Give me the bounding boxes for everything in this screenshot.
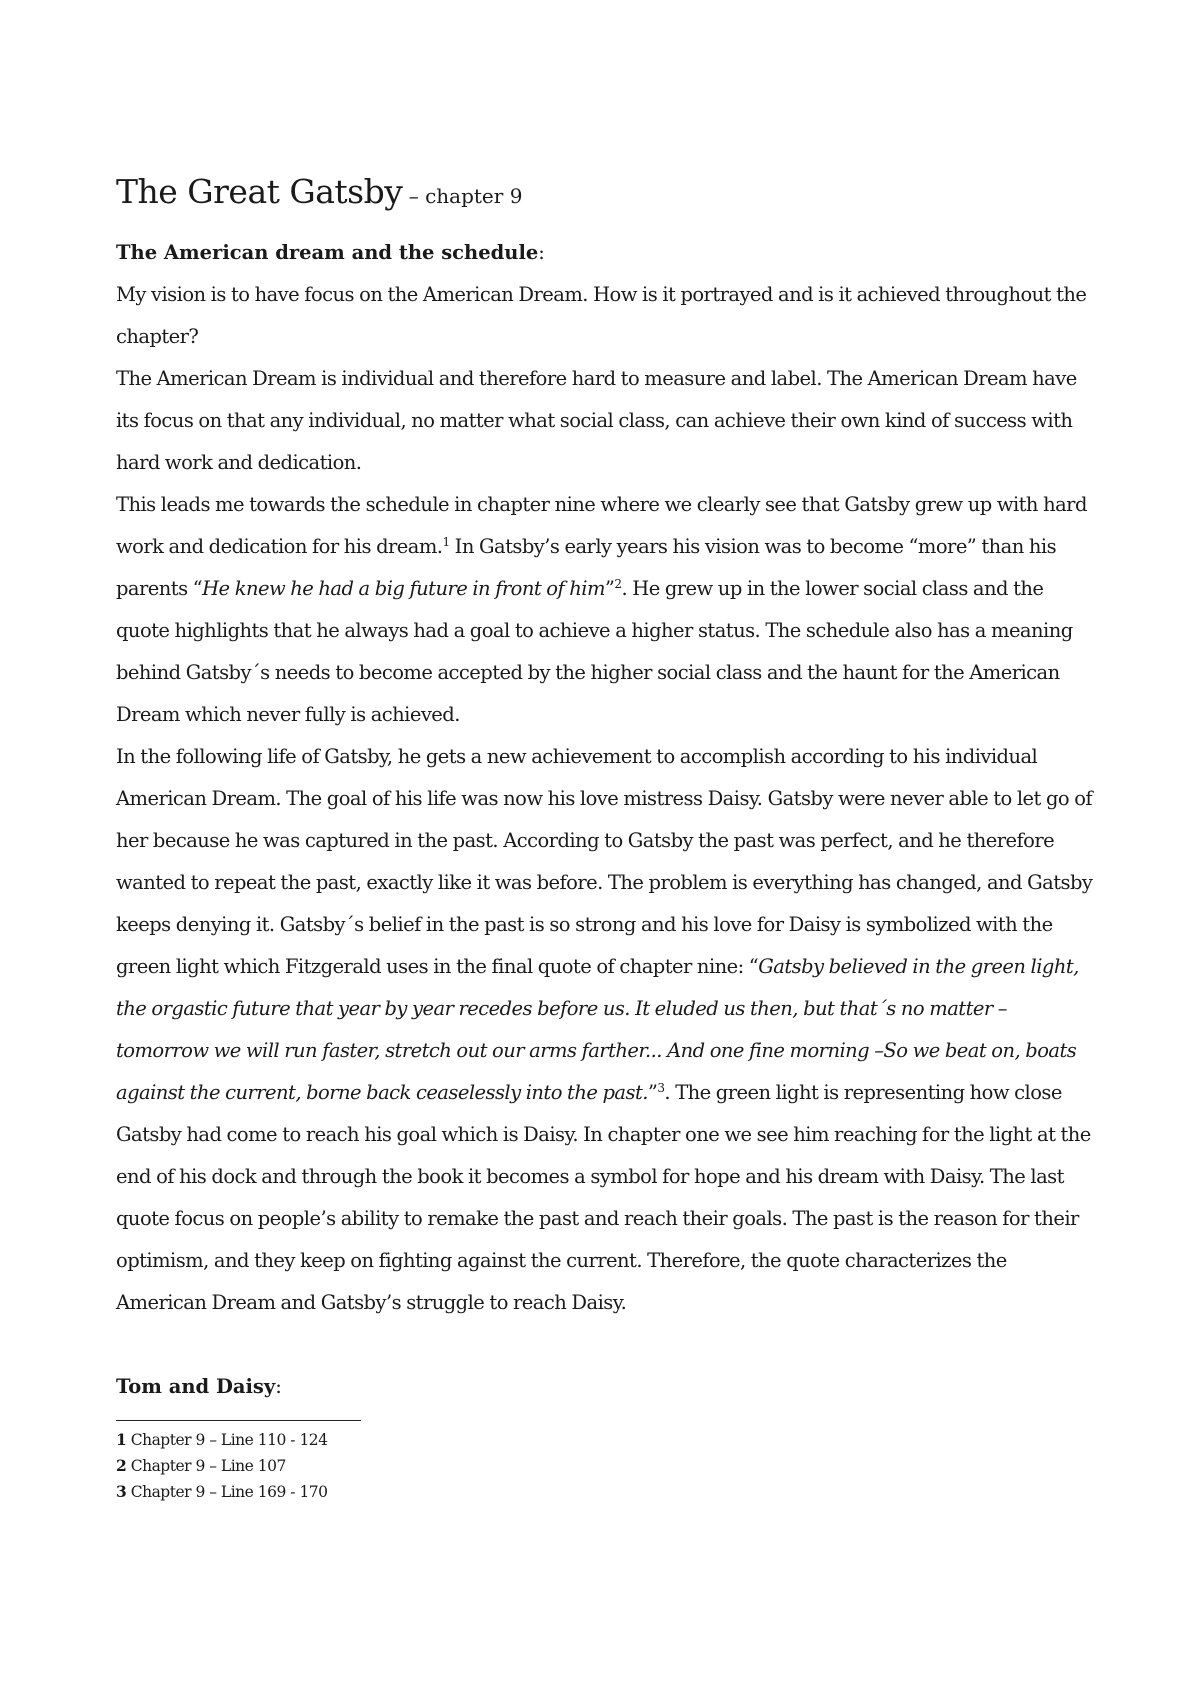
footnote-text: Chapter 9 – Line 110 - 124 — [126, 1431, 328, 1449]
title-subtitle: – chapter 9 — [402, 184, 523, 208]
footnote-1 — [116, 1427, 1101, 1453]
paragraph-schedule — [116, 484, 1101, 736]
footnote-text: Chapter 9 – Line 169 - 170 — [126, 1483, 328, 1501]
paragraph-text: This leads me towards the schedule in chapter nine where we clearly see that Gatsby grew up with hard work and dedication for his dream. — [116, 493, 1087, 558]
quote-text: He knew he had a big future in front of him — [202, 577, 605, 600]
footnote-2 — [116, 1453, 1101, 1479]
footnotes — [116, 1427, 1101, 1505]
paragraph-text: ” — [604, 577, 615, 600]
spacer — [116, 1324, 1101, 1366]
footnote-ref-1[interactable]: 1 — [442, 535, 450, 549]
section-heading-text: The American dream and the schedule — [116, 241, 539, 264]
footnote-ref-2[interactable]: 2 — [614, 577, 622, 591]
footnote-number: 3 — [116, 1482, 127, 1501]
footnote-3 — [116, 1479, 1101, 1505]
section-heading-colon: : — [275, 1375, 282, 1398]
paragraph-text: In Gatsby’s early years his vision was to become “more” than his parents “ — [116, 535, 1057, 600]
quote-text: Gatsby believed in the green light, the orgastic future that year by year recedes before us. It eluded us then, but that´s no matter – tomorrow we will run faster, stretch out our arms farther... And one fine morning –So we beat on, boats against the current, borne back ceaselessly into the past. — [116, 955, 1079, 1104]
paragraph-american-dream: The American Dream is individual and therefore hard to measure and label. The American Dream have its focus on that any individual, no matter what social class, can achieve their own kind of success with hard work and dedication. — [116, 367, 1077, 474]
footnote-number: 1 — [116, 1430, 127, 1449]
document-title — [116, 170, 1101, 218]
paragraph-text: . The green light is representing how close Gatsby had come to reach his goal which is Daisy. In chapter one we see him reaching for the light at the end of his dock and through the book it becomes a symbol for hope and his dream with Daisy. The last quote focus on people’s ability to remake the past and reach their goals. The past is the reason for their optimism, and they keep on fighting against the current. Therefore, the quote characterizes the American Dream and Gatsby’s struggle to reach Daisy. — [116, 1081, 1091, 1314]
paragraph-text: In the following life of Gatsby, he gets a new achievement to accomplish according to his individual American Dream. The goal of his life was now his love mistress Daisy. Gatsby were never able to let go of her because he was captured in the past. According to Gatsby the past was perfect, and he therefore wanted to repeat the past, exactly like it was before. The problem is everything has changed, and Gatsby keeps denying it. Gatsby´s belief in the past is so strong and his love for Daisy is symbolized with the green light which Fitzgerald uses in the final quote of chapter nine: “ — [116, 745, 1093, 978]
section-heading-american-dream — [116, 232, 1101, 274]
paragraph-text: . He grew up in the lower social class and the quote highlights that he always had a goal to achieve a higher status. The schedule also has a meaning behind Gatsby´s needs to become accepted by the higher social class and the haunt for the American Dream which never fully is achieved. — [116, 577, 1073, 726]
footnote-ref-3[interactable]: 3 — [657, 1081, 665, 1095]
section-heading-colon: : — [538, 241, 545, 264]
title-main: The Great Gatsby — [116, 172, 403, 211]
section-heading-text: Tom and Daisy — [116, 1375, 276, 1398]
paragraph-text: ” — [647, 1081, 658, 1104]
footnote-separator — [116, 1420, 361, 1421]
footnote-number: 2 — [116, 1456, 127, 1475]
paragraph-vision: My vision is to have focus on the American Dream. How is it portrayed and is it achieved throughout the chapter? — [116, 283, 1087, 348]
section-heading-tom-and-daisy — [116, 1366, 1101, 1408]
footnote-text: Chapter 9 – Line 107 — [126, 1457, 286, 1475]
paragraph-green-light — [116, 736, 1101, 1324]
document-page — [116, 170, 1101, 1505]
